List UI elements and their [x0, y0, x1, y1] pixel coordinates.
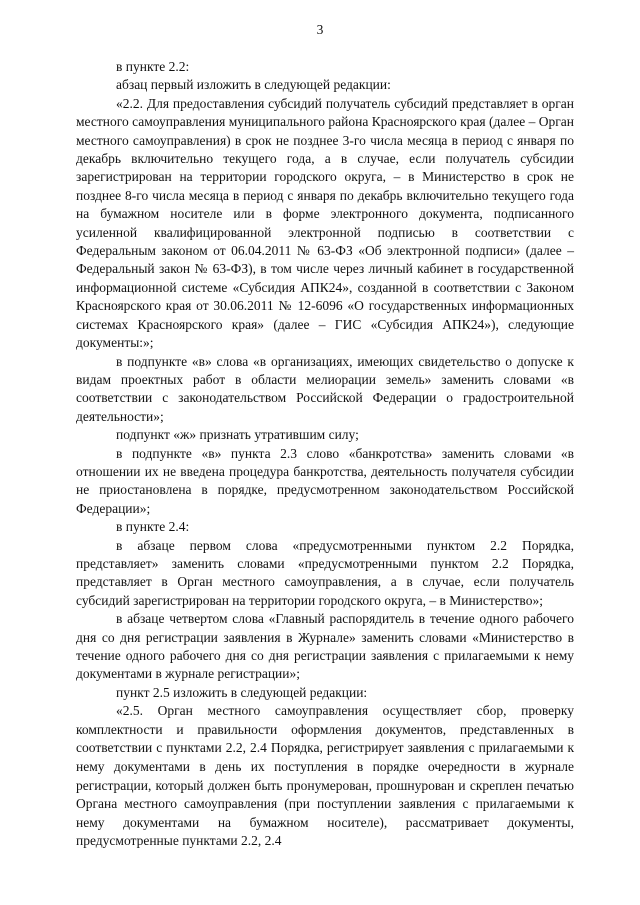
paragraph-clause-2-3-amendment: в подпункте «в» пункта 2.3 слово «банкротства» заменить словами «в отношении их не введена процедура банкротства, деятельность получателя субсидии не приостановлена в порядке, предусмотренном законодательством Российской Федерации»;	[76, 445, 574, 516]
paragraph-clause-2-2-text: «2.2. Для предоставления субсидий получатель субсидий представляет в орган местного самоуправления муниципального района Красноярского края (далее – Орган местного самоуправления) в срок не позднее 3-го числа месяца в период с января по декабрь включительно текущего года, а в случае, если получатель субсидии зарегистрирован на территории городского округа, – в Министерство в срок не позднее 8-го числа месяца в период с января по декабрь включительно текущего года на бумажном носителе или в форме электронного документа, подписанного усиленной квалифицированной электронной подписью в соответствии с Федеральным законом от 06.04.2011 № 63-ФЗ «Об электронной подписи» (далее – Федеральный закон № 63-ФЗ), в том числе через личный кабинет в государственной информационной системе «Субсидия АПК24», созданной в соответствии с Законом Красноярского края от 30.06.2011 № 12-6096 «О государственных информационных системах Красноярского края» (далее – ГИС «Субсидия АПК24»), следующие документы:»;	[76, 95, 574, 351]
page-number: 3	[316, 22, 324, 37]
paragraph-subclause-zh-repeal: подпункт «ж» признать утратившим силу;	[116, 427, 359, 443]
paragraph-clause-2-4-abzac-1: в абзаце первом слова «предусмотренными пунктом 2.2 Порядка, представляет» заменить словами «предусмотренными пунктом 2.2 Порядка, представляет в Орган местного самоуправления, а в случае, если получатель субсидий зарегистрирован на территории городского округа, – в Министерство»;	[76, 537, 574, 608]
document-body	[76, 58, 574, 851]
paragraph-subclause-v-amendment: в подпункте «в» слова «в организациях, имеющих свидетельство о допуске к видам проектных работ в области мелиорации земель» заменить словами «в соответствии с законодательством Российской Федерации о градостроительной деятельности»;	[76, 353, 574, 424]
paragraph-first-abzac-instruction: абзац первый изложить в следующей редакции:	[116, 77, 391, 93]
paragraph-clause-2-2-heading: в пункте 2.2:	[116, 59, 190, 74]
paragraph-clause-2-4-heading: в пункте 2.4:	[116, 519, 190, 535]
paragraph-clause-2-5-text: «2.5. Орган местного самоуправления осуществляет сбор, проверку комплектности и правильности оформления документов, представленных в соответствии с пунктами 2.2, 2.4 Порядка, регистрирует заявления с прилагаемыми к нему документами в день их поступления в порядке очередности в журнале регистрации, который должен быть пронумерован, прошнурован и скреплен печатью Органа местного самоуправления (при поступлении заявления с прилагаемыми к нему документами на бумажном носителе), рассматривает документы, предусмотренные пунктами 2.2, 2.4	[76, 703, 574, 849]
paragraph-clause-2-5-instruction: пункт 2.5 изложить в следующей редакции:	[116, 684, 368, 700]
paragraph-clause-2-4-abzac-4: в абзаце четвертом слова «Главный распорядитель в течение одного рабочего дня со дня регистрации заявления в Журнале» заменить словами «Министерство в течение одного рабочего дня со дня регистрации заявления с прилагаемыми к нему документами в журнале регистрации»;	[76, 611, 574, 682]
